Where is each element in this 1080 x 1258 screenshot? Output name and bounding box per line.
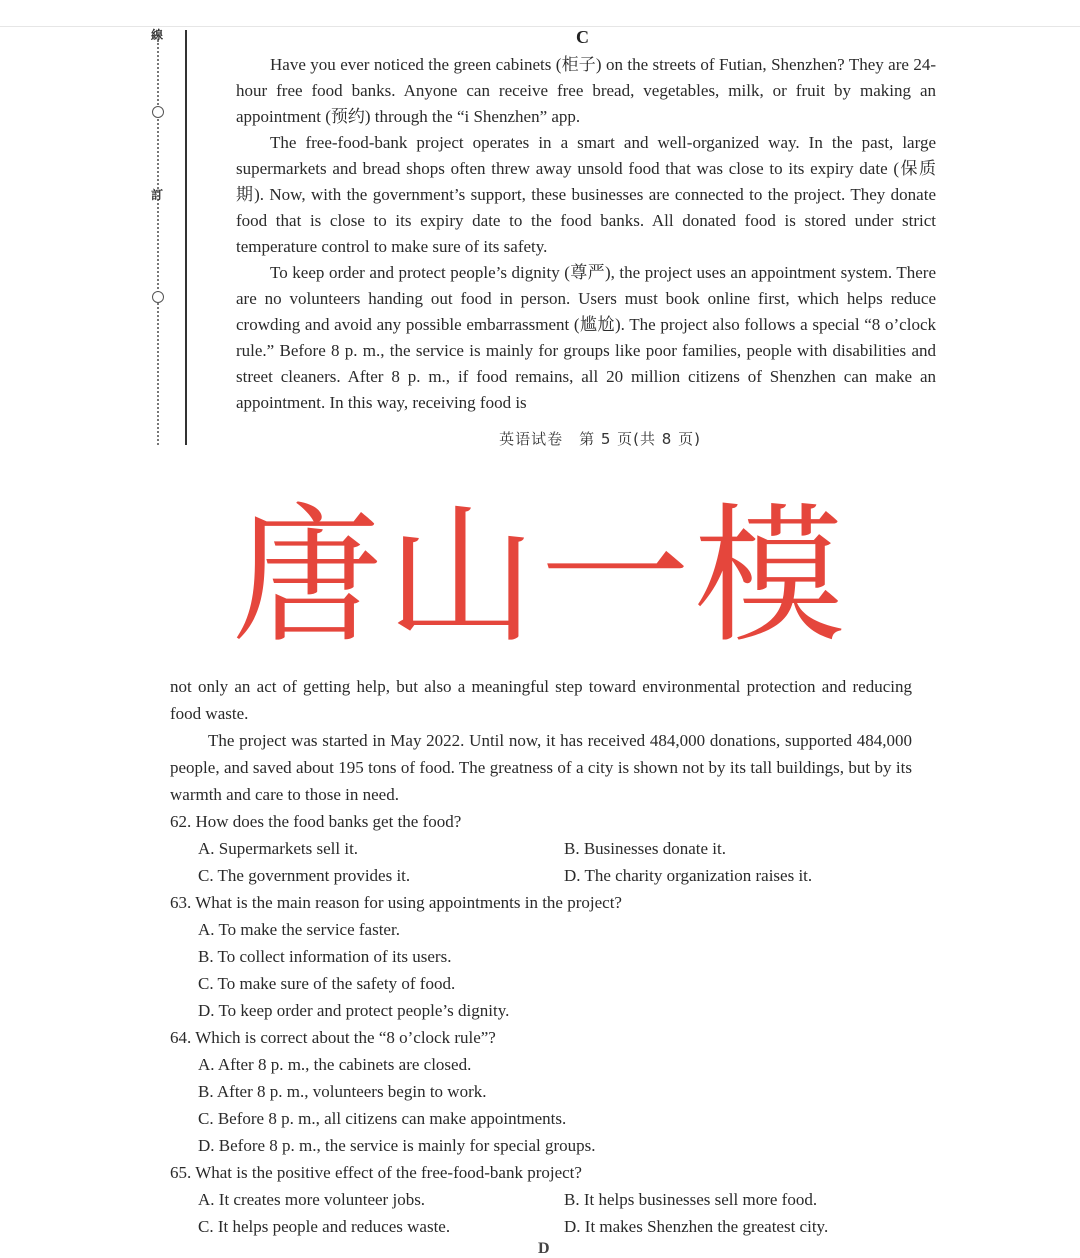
- question-stem: 64. Which is correct about the “8 o’clock rule”?: [170, 1028, 496, 1047]
- answer-option[interactable]: B. After 8 p. m., volunteers begin to work.: [198, 1082, 487, 1101]
- passage-upper: [236, 52, 936, 416]
- passage-paragraph: The project was started in May 2022. Until now, it has received 484,000 donations, supported 484,000 people, and saved about 195 tons of food. The greatness of a city is shown not by its tall buildings, but by its warmth and care to those in need.: [170, 731, 912, 804]
- answer-option[interactable]: A. Supermarkets sell it.: [198, 839, 359, 858]
- answer-option[interactable]: B. To collect information of its users.: [198, 947, 452, 966]
- binding-dotted-line: [157, 40, 159, 445]
- binding-mark-bind: 訂: [150, 188, 163, 202]
- binding-hole: [152, 291, 164, 303]
- answer-option[interactable]: A. It creates more volunteer jobs.: [198, 1190, 426, 1209]
- top-divider: [0, 26, 1080, 27]
- answer-option[interactable]: A. After 8 p. m., the cabinets are closed.: [198, 1055, 472, 1074]
- page-footer: 英语试卷 第 5 页(共 8 页): [499, 430, 701, 448]
- section-letter: C: [576, 27, 589, 47]
- option-row: [170, 1213, 930, 1240]
- option-row: [170, 1186, 930, 1213]
- answer-option[interactable]: C. To make sure of the safety of food.: [198, 974, 456, 993]
- answer-option[interactable]: C. Before 8 p. m., all citizens can make appointments.: [198, 1109, 567, 1128]
- watermark-title: 唐山一模: [231, 490, 848, 664]
- answer-option[interactable]: B. It helps businesses sell more food.: [564, 1190, 818, 1209]
- passage-lower: [170, 673, 912, 808]
- question-stem: 62. How does the food banks get the food?: [170, 812, 462, 831]
- question-list: [170, 808, 930, 1240]
- margin-rule: [185, 30, 187, 445]
- answer-option[interactable]: C. It helps people and reduces waste.: [198, 1217, 451, 1236]
- answer-option[interactable]: D. To keep order and protect people’s dignity.: [198, 1001, 510, 1020]
- binding-mark-line: 線: [150, 28, 163, 42]
- question-stem: 65. What is the positive effect of the free-food-bank project?: [170, 1163, 582, 1182]
- question-stem: 63. What is the main reason for using appointments in the project?: [170, 893, 622, 912]
- option-row: [170, 835, 930, 862]
- option-row: [170, 862, 930, 889]
- answer-option[interactable]: C. The government provides it.: [198, 866, 411, 885]
- answer-option[interactable]: A. To make the service faster.: [198, 920, 400, 939]
- answer-option[interactable]: B. Businesses donate it.: [564, 839, 726, 858]
- answer-option[interactable]: D. It makes Shenzhen the greatest city.: [564, 1217, 829, 1236]
- passage-paragraph: To keep order and protect people’s dignity (尊严), the project uses an appointment system. There are no volunteers handing out food in person. Users must book online first, which helps reduce crowding and avoid any possible embarrassment (尴尬). The project also follows a special “8 o’clock rule.” Before 8 p. m., the service is mainly for groups like poor families, people with disabilities and street cleaners. After 8 p. m., if food remains, all 20 million citizens of Shenzhen can make an appointment. In this way, receiving food is: [236, 263, 936, 412]
- passage-paragraph: Have you ever noticed the green cabinets (柜子) on the streets of Futian, Shenzhen? They are 24-hour free food banks. Anyone can receive free bread, vegetables, milk, or fruit by making an appointment (预约) through the “i Shenzhen” app.: [236, 55, 936, 126]
- passage-paragraph: not only an act of getting help, but also a meaningful step toward environmental protection and reducing food waste.: [170, 677, 912, 723]
- answer-option[interactable]: D. Before 8 p. m., the service is mainly for special groups.: [198, 1136, 596, 1155]
- answer-option[interactable]: D. The charity organization raises it.: [564, 866, 813, 885]
- next-section-letter: D: [538, 1240, 550, 1257]
- passage-paragraph: The free-food-bank project operates in a smart and well-organized way. In the past, large supermarkets and bread shops often threw away unsold food that was close to its expiry date (保质期). Now, with the government’s support, these businesses are connected to the project. They donate food that is close to its expiry date to the food banks. All donated food is stored under strict temperature control to make sure of its safety.: [236, 133, 936, 256]
- binding-hole: [152, 106, 164, 118]
